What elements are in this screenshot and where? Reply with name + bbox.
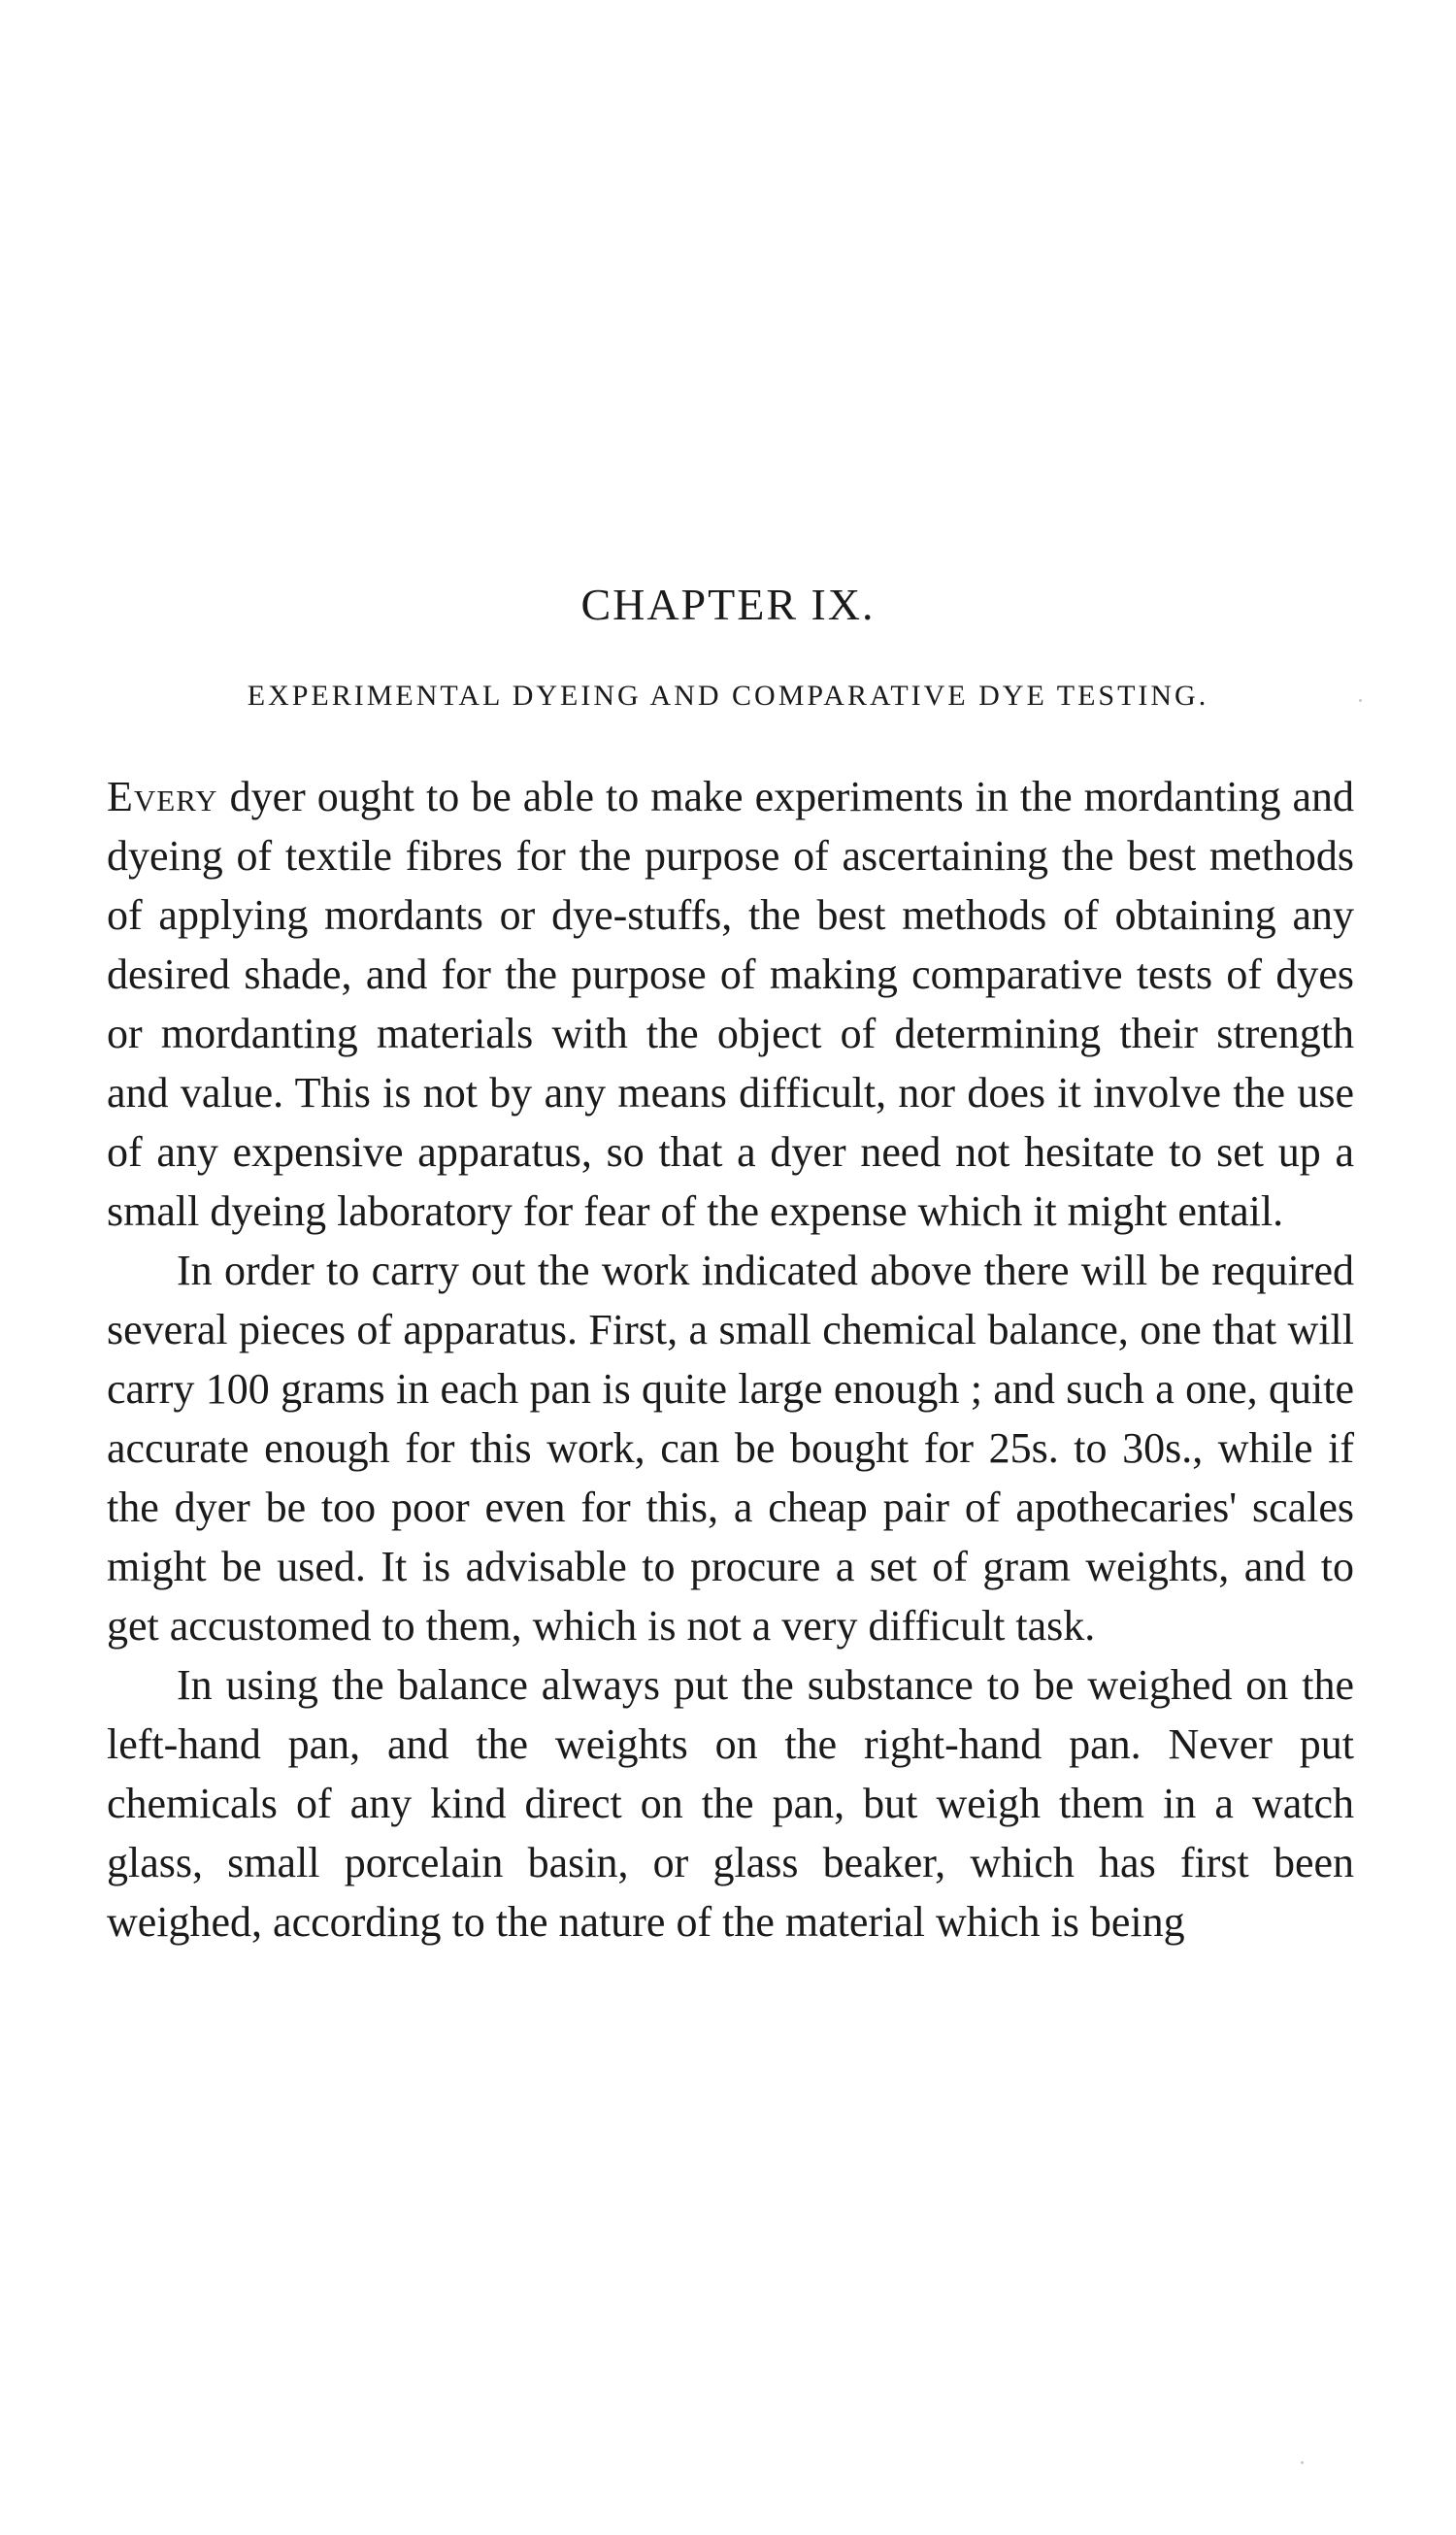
paragraph-1 [107,767,1354,1241]
scan-speck [1301,2461,1304,2464]
chapter-subtitle: EXPERIMENTAL DYEING AND COMPARATIVE DYE TESTING. [247,680,1209,712]
body-text [107,767,1354,1951]
scan-speck [1359,699,1362,702]
paragraph-3: In using the balance always put the substance to be weighed on the left-hand pan, and the weights on the right-hand pan. Never put chemicals of any kind direct on the pan, but weigh them in a watch glass, small porcelain basin, or glass beaker, which has first been weighed, according to the nature of the material which is being [107,1661,1354,1946]
chapter-title: CHAPTER IX. [580,580,876,629]
paragraph-2: In order to carry out the work indicated above there will be required several pieces of apparatus. First, a small chemical balance, one that will carry 100 grams in each pan is quite large enough ; and such a one, quite accurate enough for this work, can be bought for 25s. to 30s., while if the dyer be too poor even for this, a cheap pair of apothecaries' scales might be used. It is advisable to procure a set of gram weights, and to get accustomed to them, which is not a very difficult task. [107,1247,1354,1650]
paragraph-1-text: dyer ought to be able to make experiments in the mordanting and dyeing of textile fibres for the purpose of ascertaining the best methods of applying mordants or dye-stuffs, the best methods of obtaining any desired shade, and for the purpose of making comparative tests of dyes or mordanting materials with the object of determining their strength and value. This is not by any means difficult, nor does it involve the use of any expensive apparatus, so that a dyer need not hesitate to set up a small dyeing laboratory for fear of the expense which it might entail. [107,773,1354,1235]
paragraph-lead-word: Every [107,773,218,820]
